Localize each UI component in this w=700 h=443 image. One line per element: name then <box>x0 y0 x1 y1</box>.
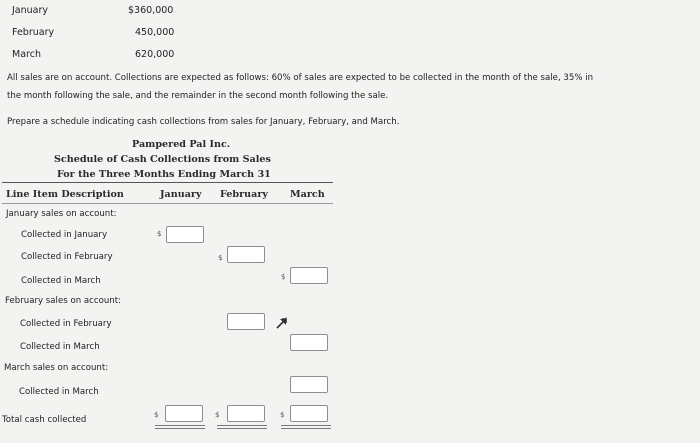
row-label-march-sales: March sales on account: <box>4 363 109 373</box>
input-feb-collected-february[interactable] <box>227 313 265 330</box>
instructions-line-1: All sales are on account. Collections are expected as follows: 60% of sales are expected to be collected in the month of the sale, 35% in <box>7 73 594 83</box>
schedule-period: For the Three Months Ending March 31 <box>57 169 271 180</box>
sales-amount-march: 620,000 <box>135 49 175 60</box>
input-total-january[interactable] <box>165 405 203 422</box>
sales-amount-february: 450,000 <box>135 27 175 38</box>
instructions-prompt: Prepare a schedule indicating cash collections from sales for January, February, and March. <box>7 117 400 127</box>
input-total-march[interactable] <box>290 405 328 422</box>
row-label-january-sales: January sales on account: <box>6 209 117 219</box>
currency-symbol: $ <box>154 411 159 419</box>
column-header-february: February <box>220 189 268 200</box>
sales-month-january: January <box>12 5 49 16</box>
sales-month-march: March <box>12 49 41 60</box>
input-jan-collected-february[interactable] <box>227 246 265 263</box>
total-underline-january <box>155 425 205 429</box>
currency-symbol: $ <box>157 230 162 238</box>
currency-symbol: $ <box>218 254 223 262</box>
row-label-feb-collected-february: Collected in February <box>20 319 112 329</box>
sales-month-february: February <box>12 27 55 38</box>
row-label-jan-collected-march: Collected in March <box>21 276 101 286</box>
schedule-title: Schedule of Cash Collections from Sales <box>54 154 271 165</box>
input-jan-collected-january[interactable] <box>166 226 204 243</box>
total-underline-february <box>217 425 267 429</box>
row-label-total: Total cash collected <box>2 415 87 425</box>
column-header-march: March <box>290 189 325 200</box>
currency-symbol: $ <box>215 411 220 419</box>
mouse-cursor-icon <box>276 317 288 329</box>
row-label-jan-collected-february: Collected in February <box>21 252 113 262</box>
total-underline-march <box>281 425 331 429</box>
input-feb-collected-march[interactable] <box>290 334 328 351</box>
currency-symbol: $ <box>280 411 285 419</box>
header-rule-bottom <box>2 203 333 204</box>
input-jan-collected-march[interactable] <box>290 267 328 284</box>
sales-amount-january: $360,000 <box>128 5 174 16</box>
input-total-february[interactable] <box>227 405 265 422</box>
row-label-mar-collected-march: Collected in March <box>19 387 99 397</box>
column-header-january: January <box>160 189 202 200</box>
input-mar-collected-march[interactable] <box>290 376 328 393</box>
company-name: Pampered Pal Inc. <box>132 139 231 150</box>
instructions-line-2: the month following the sale, and the remainder in the second month following the sale. <box>7 91 389 101</box>
column-header-description: Line Item Description <box>6 189 124 200</box>
currency-symbol: $ <box>281 273 286 281</box>
row-label-feb-collected-march: Collected in March <box>20 342 100 352</box>
header-rule-top <box>2 182 333 183</box>
row-label-jan-collected-january: Collected in January <box>21 230 108 240</box>
row-label-february-sales: February sales on account: <box>5 296 122 306</box>
